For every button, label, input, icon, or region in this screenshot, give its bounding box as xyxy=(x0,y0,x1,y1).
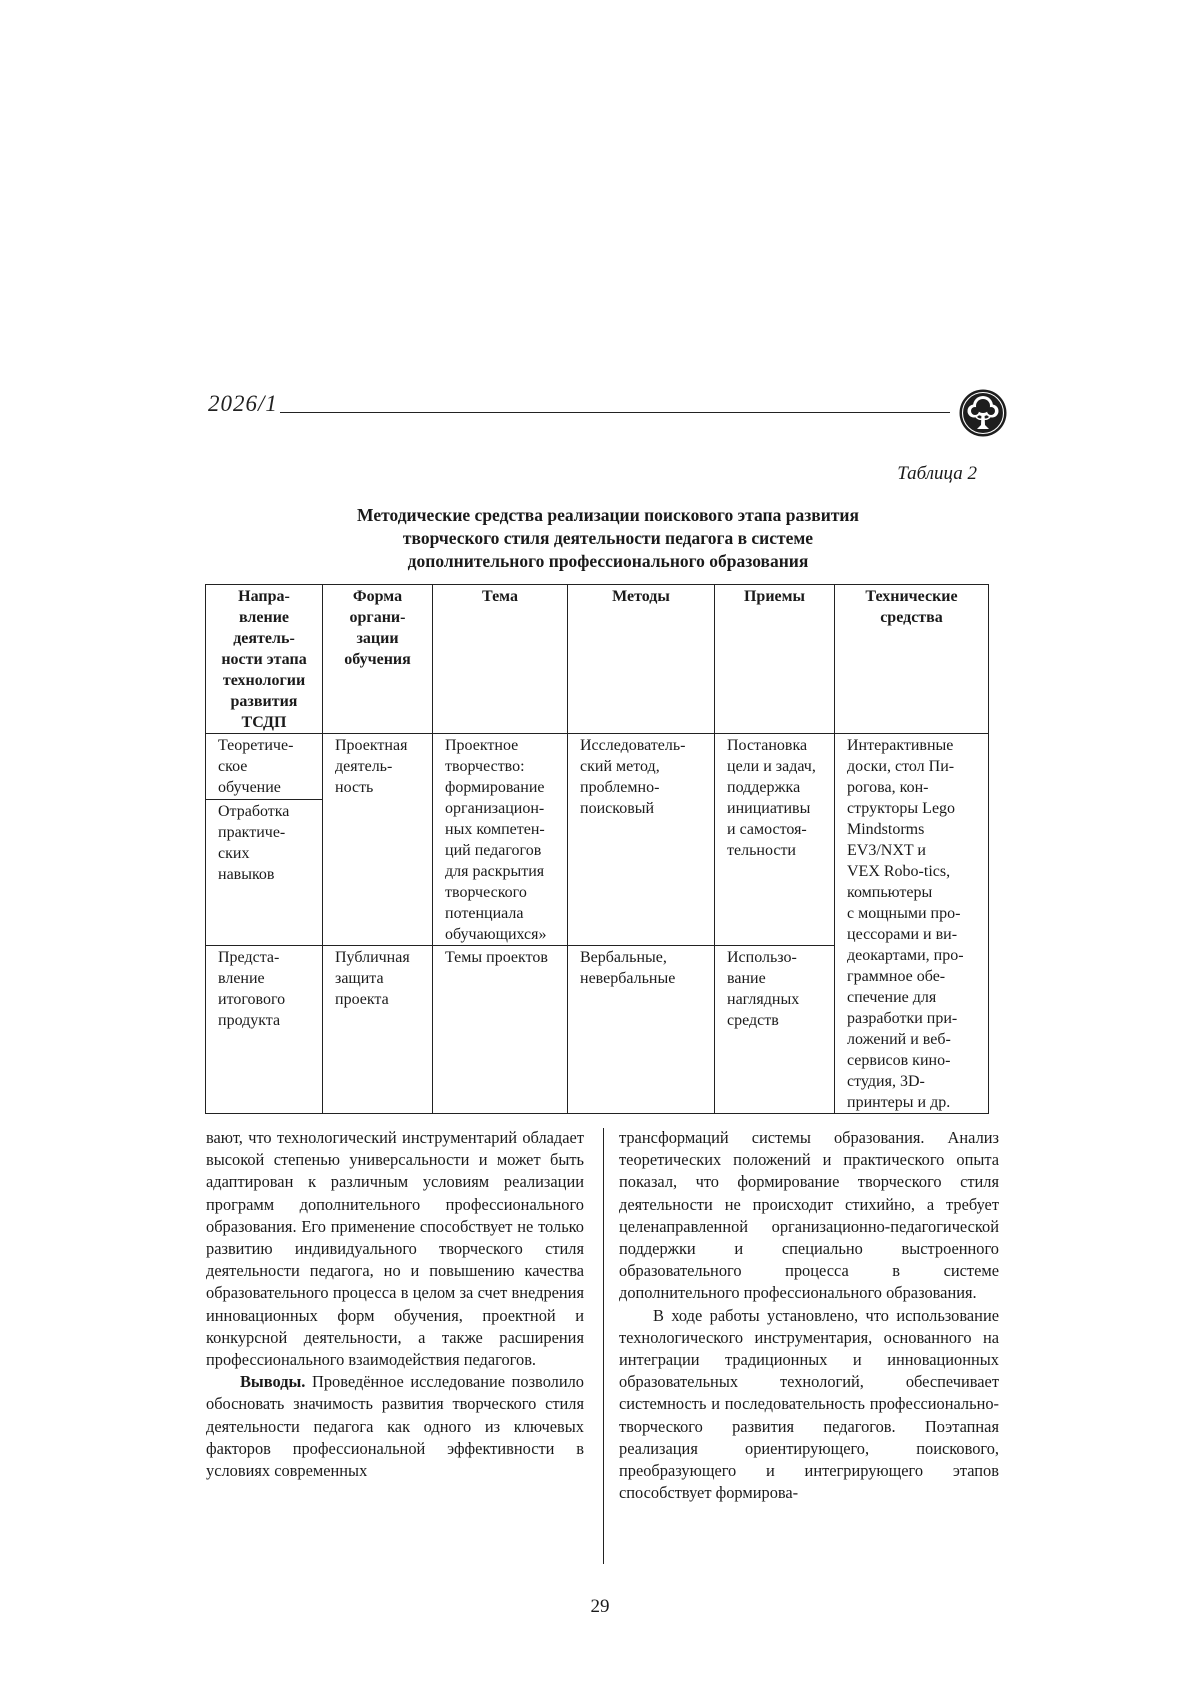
table-row xyxy=(206,734,989,800)
cell-tools: Интерактивные доски, стол Пи- рогова, кон- структоры Lego Mindstorms EV3/NXT и VEX Robo-tics, компьютеры с мощными про- цессорами и ви- деокартами, про- граммное обе- спечение для разработки при- ложений и веб- сервисов кино- студия, 3D- принтеры и др. xyxy=(835,734,989,1114)
table-header-row xyxy=(206,585,989,734)
methods-table xyxy=(205,584,989,1114)
column-divider xyxy=(603,1128,604,1564)
cell-direction: Теоретиче- ское обучение xyxy=(206,734,323,800)
header-theme: Тема xyxy=(433,585,568,734)
issue-number: 2026/1 xyxy=(208,391,278,416)
page-number: 29 xyxy=(590,1596,610,1617)
table-title-line: творческого стиля деятельности педагога в системе xyxy=(402,528,814,548)
cell-theme: Проектное творчество: формирование организацион- ных компетен- ций педагогов для раскрытия творческого потенциала обучающихся» xyxy=(433,734,568,946)
header-direction: Напра- вление деятель- ности этапа технологии развития ТСДП xyxy=(206,585,323,734)
conclusions-heading: Выводы. xyxy=(240,1372,306,1392)
header-rule xyxy=(280,412,950,413)
paragraph: вают, что технологический инструментарий обладает высокой степенью универсальности и может быть адаптирован к различным условиям реализации программ дополнительного профессионального образования. Его применение способствует не только развитию индивидуального творческого стиля деятельности педагога, но и повышению качества образовательного процесса в целом за счет внедрения инновационных форм обучения, проектной и конкурсной деятельности, а также расширения профессионального взаимодействия педагогов. xyxy=(206,1128,584,1370)
table-label: Таблица 2 xyxy=(897,463,977,484)
left-column xyxy=(206,1127,584,1482)
header-form: Форма органи- зации обучения xyxy=(323,585,433,734)
cell-techniques: Постановка цели и задач, поддержка инициативы и самостоя- тельности xyxy=(715,734,835,946)
cell-methods: Исследователь- ский метод, проблемно- поисковый xyxy=(568,734,715,946)
cell-form: Публичная защита проекта xyxy=(323,946,433,1114)
right-column xyxy=(619,1127,999,1504)
table-title-line: дополнительного профессионального образования xyxy=(407,551,809,571)
header-techniques: Приемы xyxy=(715,585,835,734)
running-header xyxy=(208,388,1008,438)
table-title xyxy=(208,504,1008,573)
cell-methods: Вербальные, невербальные xyxy=(568,946,715,1114)
conclusions-paragraph xyxy=(206,1371,584,1482)
cell-direction: Отработка практиче- ских навыков xyxy=(206,799,323,945)
table-title-line: Методические средства реализации поискового этапа развития xyxy=(357,505,859,525)
paragraph-text: Проведённое исследование позволило обосновать значимость развития творческого стиля деятельности педагога как одного из ключевых факторов профессиональной эффективности в условиях современных xyxy=(206,1372,584,1481)
cell-form: Проектная деятель- ность xyxy=(323,734,433,946)
cell-direction: Предста- вление итогового продукта xyxy=(206,946,323,1114)
paragraph: В ходе работы установлено, что использование технологического инструментария, основанного на интеграции традиционных и инновационных образовательных технологий, обеспечивает системность и последовательность профессионально-творческого развития педагогов. Поэтапная реализация ориентирующего, поискового, преобразующего и интегрирующего этапов способствует формирова- xyxy=(619,1305,999,1503)
tree-emblem-icon xyxy=(958,388,1008,438)
cell-techniques: Использо- вание наглядных средств xyxy=(715,946,835,1114)
paragraph: трансформаций системы образования. Анализ теоретических положений и практического опыта показал, что формирование творческого стиля деятельности не происходит стихийно, а требует целенаправленной организационно-педагогической поддержки и специально выстроенного образовательного процесса в системе дополнительного профессионального образования. xyxy=(619,1128,999,1303)
header-methods: Методы xyxy=(568,585,715,734)
cell-theme: Темы проектов xyxy=(433,946,568,1114)
header-tools: Технические средства xyxy=(835,585,989,734)
